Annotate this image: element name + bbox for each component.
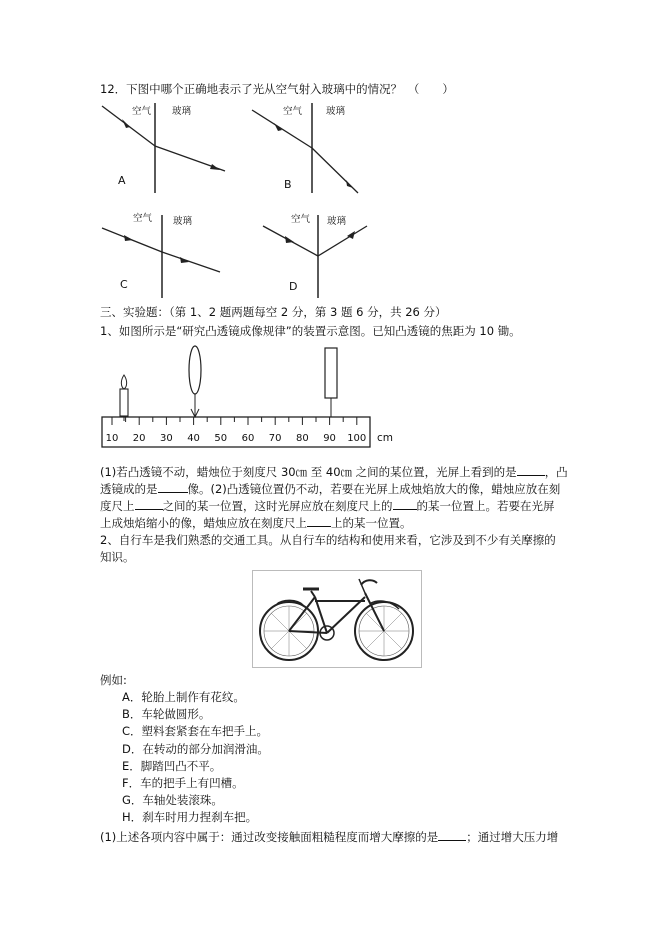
refraction-figure-d (255, 210, 395, 300)
refraction-figure-b (250, 98, 390, 198)
fig-a-glass-label: 玻璃 (172, 106, 192, 117)
q1-line3-text-a: 度尺上 (100, 499, 135, 513)
ruler-tick-label: 20 (132, 433, 146, 444)
option-item: E．脚踏凹凸不平。 (122, 758, 222, 773)
q2-sub1-line (100, 829, 558, 845)
answer-blank-5[interactable] (307, 515, 331, 527)
ruler-ticks (112, 417, 357, 425)
bicycle-figure (252, 570, 422, 668)
answer-blank-1[interactable] (517, 464, 545, 476)
q1-line3-text-b: 之间的某一位置，这时光屏应放在刻度尺上的 (162, 499, 393, 513)
ruler-tick-label: 90 (323, 433, 336, 444)
ruler-tick-label: 100 (347, 433, 367, 444)
ruler-tick-label: 10 (105, 433, 119, 444)
answer-blank-6[interactable] (438, 829, 466, 841)
q1-part-line-2 (100, 481, 560, 497)
q1-line4-text-a: 上成烛焰缩小的像，蜡烛应放在刻度尺上 (100, 516, 307, 530)
ruler-unit-label: cm (377, 432, 394, 444)
q1-part-line-4 (100, 515, 412, 531)
fig-d-glass-label: 玻璃 (327, 216, 347, 227)
ruler-tick-label: 70 (268, 433, 282, 444)
option-item: D．在转动的部分加润滑油。 (122, 741, 269, 756)
section-3-heading: 三、实验题：（第 1、2 题两题每空 2 分，第 3 题 6 分，共 26 分） (100, 305, 447, 319)
ruler-tick-label: 50 (214, 433, 228, 444)
q1-line1-text-b: ，凸 (544, 465, 568, 479)
fig-b-letter: B (284, 178, 292, 191)
ruler-tick-label: 80 (296, 433, 309, 444)
q1-line2-text-b: 像。(2)凸透镜位置仍不动，若要在光屏上成烛焰放大的像，蜡烛应放在刻 (187, 482, 561, 496)
option-item: G．车轴处装滚珠。 (122, 793, 223, 808)
q1-part-line-3 (100, 498, 555, 514)
q2-statement-line-2: 知识。 (100, 550, 135, 564)
fig-d-air-label: 空气 (291, 214, 311, 225)
refraction-figure-c (100, 210, 240, 300)
fig-c-air-label: 空气 (133, 213, 153, 224)
option-item: B．车轮做圆形。 (122, 707, 211, 722)
fig-a-air-label: 空气 (132, 106, 152, 117)
example-label: 例如: (100, 673, 127, 687)
q1-line2-text-a: 透镜成的是 (100, 482, 158, 496)
q2-statement-line-1: 2、自行车是我们熟悉的交通工具。从自行车的结构和使用来看，它涉及到不少有关摩擦的 (100, 533, 556, 547)
fig-b-glass-label: 玻璃 (326, 106, 346, 117)
fig-b-air-label: 空气 (283, 106, 303, 117)
option-item: F．车的把手上有凹槽。 (122, 776, 244, 790)
fig-c-letter: C (120, 278, 128, 291)
refraction-figure-a (100, 98, 240, 198)
q1-line1-text-a: (1)若凸透镜不动，蜡烛位于刻度尺 30㎝ 至 40㎝ 之间的某位置，光屏上看到的是 (100, 465, 517, 479)
fig-d-letter: D (289, 280, 298, 293)
q1-line3-text-c: 的某一位置上。若要在光屏 (416, 499, 555, 513)
fig-a-letter: A (118, 174, 126, 187)
ruler-tick-label: 40 (187, 433, 200, 444)
bicycle-drawing (253, 571, 421, 667)
option-item: H．刹车时用力捏刹车把。 (122, 810, 258, 825)
option-item: C．塑料套紧套在车把手上。 (122, 724, 269, 739)
option-item: A．轮胎上制作有花纹。 (122, 690, 245, 704)
refraction-diagram-b (250, 98, 390, 198)
fig-c-glass-label: 玻璃 (173, 216, 193, 227)
q1-line4-text-b: 上的某一位置。 (331, 516, 412, 530)
refraction-diagram-d (255, 210, 395, 300)
answer-blank-2[interactable] (158, 481, 188, 493)
q1-part-line-1 (100, 464, 568, 480)
q2-sub1-text-a: (1)上述各项内容中属于：通过改变接触面粗糙程度而增大摩擦的是 (100, 830, 439, 844)
question-12-title: 12．下图中哪个正确地表示了光从空气射入玻璃中的情况？ （ ） (100, 82, 454, 96)
ruler-tick-label: 60 (241, 433, 255, 444)
answer-blank-3[interactable] (135, 498, 163, 510)
q1-statement: 1、如图所示是“研究凸透镜成像规律”的装置示意图。已知凸透镜的焦距为 10 锄。 (100, 324, 521, 338)
ruler-tick-label: 30 (160, 433, 173, 444)
answer-blank-4[interactable] (393, 498, 417, 510)
q2-sub1-text-b: ；通过增大压力增 (466, 830, 559, 844)
optical-bench-figure (100, 345, 400, 453)
